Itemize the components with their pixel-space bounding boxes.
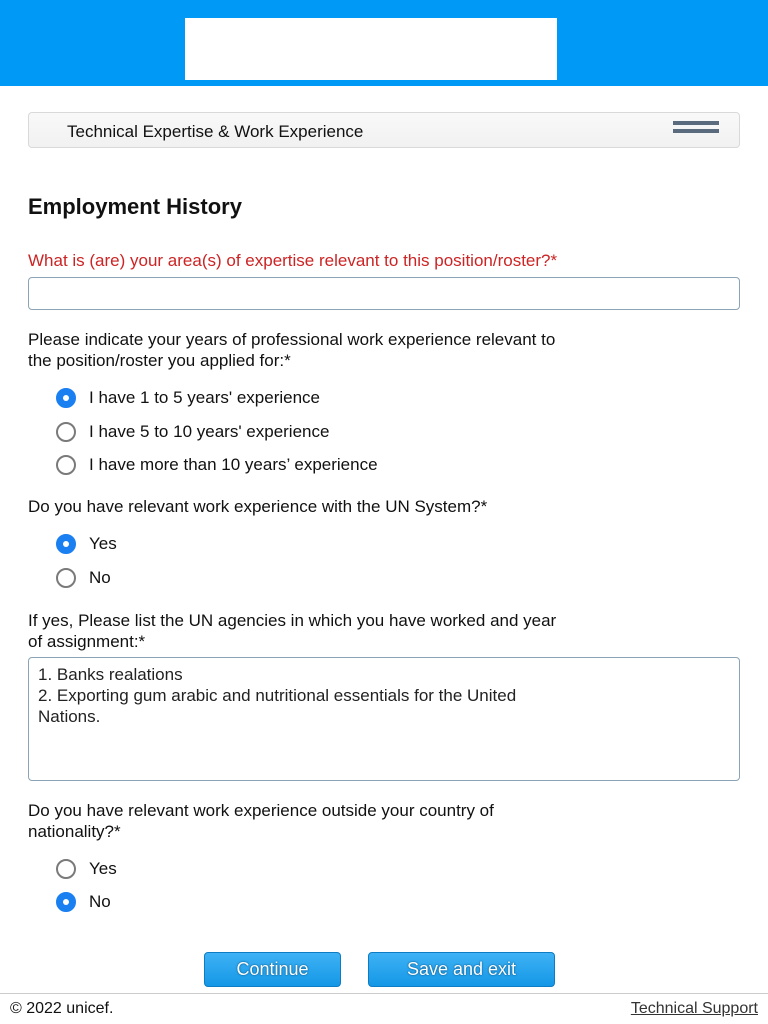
section-title: Technical Expertise & Work Experience: [67, 122, 364, 141]
radio-label: I have 1 to 5 years' experience: [89, 388, 320, 407]
un-agencies-question-line2: of assignment:*: [28, 632, 146, 651]
page-title: Employment History: [28, 194, 242, 219]
copyright-text: © 2022 unicef.: [10, 1000, 114, 1017]
outside-country-question-line1: Do you have relevant work experience outside your country of: [28, 801, 494, 820]
expertise-question-label: What is (are) your area(s) of expertise relevant to this position/roster?*: [28, 251, 558, 270]
radio-label: I have 5 to 10 years' experience: [89, 422, 330, 441]
radio-label: Yes: [89, 859, 117, 878]
footer: [0, 993, 768, 1024]
radio-selected-icon[interactable]: [56, 892, 76, 912]
un-system-question-label: Do you have relevant work experience with the UN System?*: [28, 497, 488, 516]
textarea-line: Nations.: [38, 707, 101, 726]
radio-label: No: [89, 892, 111, 911]
un-agencies-question-label: [28, 610, 740, 652]
save-and-exit-button[interactable]: Save and exit: [368, 952, 555, 987]
radio-unselected-icon[interactable]: [56, 568, 76, 588]
textarea-line: 2. Exporting gum arabic and nutritional essentials for the United: [38, 686, 517, 705]
textarea-line: 1. Banks realations: [38, 665, 183, 684]
years-question-line2: the position/roster you applied for:*: [28, 351, 291, 370]
outside-country-question-label: [28, 800, 740, 842]
expertise-input[interactable]: [28, 277, 740, 310]
radio-option-over-10-years[interactable]: [56, 454, 378, 476]
un-agencies-textarea[interactable]: [28, 657, 740, 781]
radio-option-1-5-years[interactable]: [56, 387, 320, 409]
logo-placeholder: [185, 18, 557, 80]
radio-label: No: [89, 568, 111, 587]
radio-un-system-yes[interactable]: [56, 533, 117, 555]
radio-unselected-icon[interactable]: [56, 422, 76, 442]
radio-outside-country-no[interactable]: [56, 891, 111, 913]
radio-outside-country-yes[interactable]: [56, 858, 117, 880]
radio-selected-icon[interactable]: [56, 388, 76, 408]
years-question-label: [28, 329, 740, 371]
outside-country-question-line2: nationality?*: [28, 822, 121, 841]
section-navigation-bar[interactable]: [28, 112, 740, 148]
radio-label: I have more than 10 years’ experience: [89, 455, 378, 474]
radio-unselected-icon[interactable]: [56, 455, 76, 475]
radio-selected-icon[interactable]: [56, 534, 76, 554]
radio-option-5-10-years[interactable]: [56, 421, 329, 443]
hamburger-menu-icon[interactable]: [673, 120, 719, 138]
radio-label: Yes: [89, 534, 117, 553]
radio-unselected-icon[interactable]: [56, 859, 76, 879]
un-agencies-question-line1: If yes, Please list the UN agencies in which you have worked and year: [28, 611, 557, 630]
radio-un-system-no[interactable]: [56, 567, 111, 589]
years-question-line1: Please indicate your years of professional work experience relevant to: [28, 330, 556, 349]
continue-button[interactable]: Continue: [204, 952, 341, 987]
technical-support-link[interactable]: Technical Support: [630, 1000, 758, 1017]
top-banner: [0, 0, 768, 86]
